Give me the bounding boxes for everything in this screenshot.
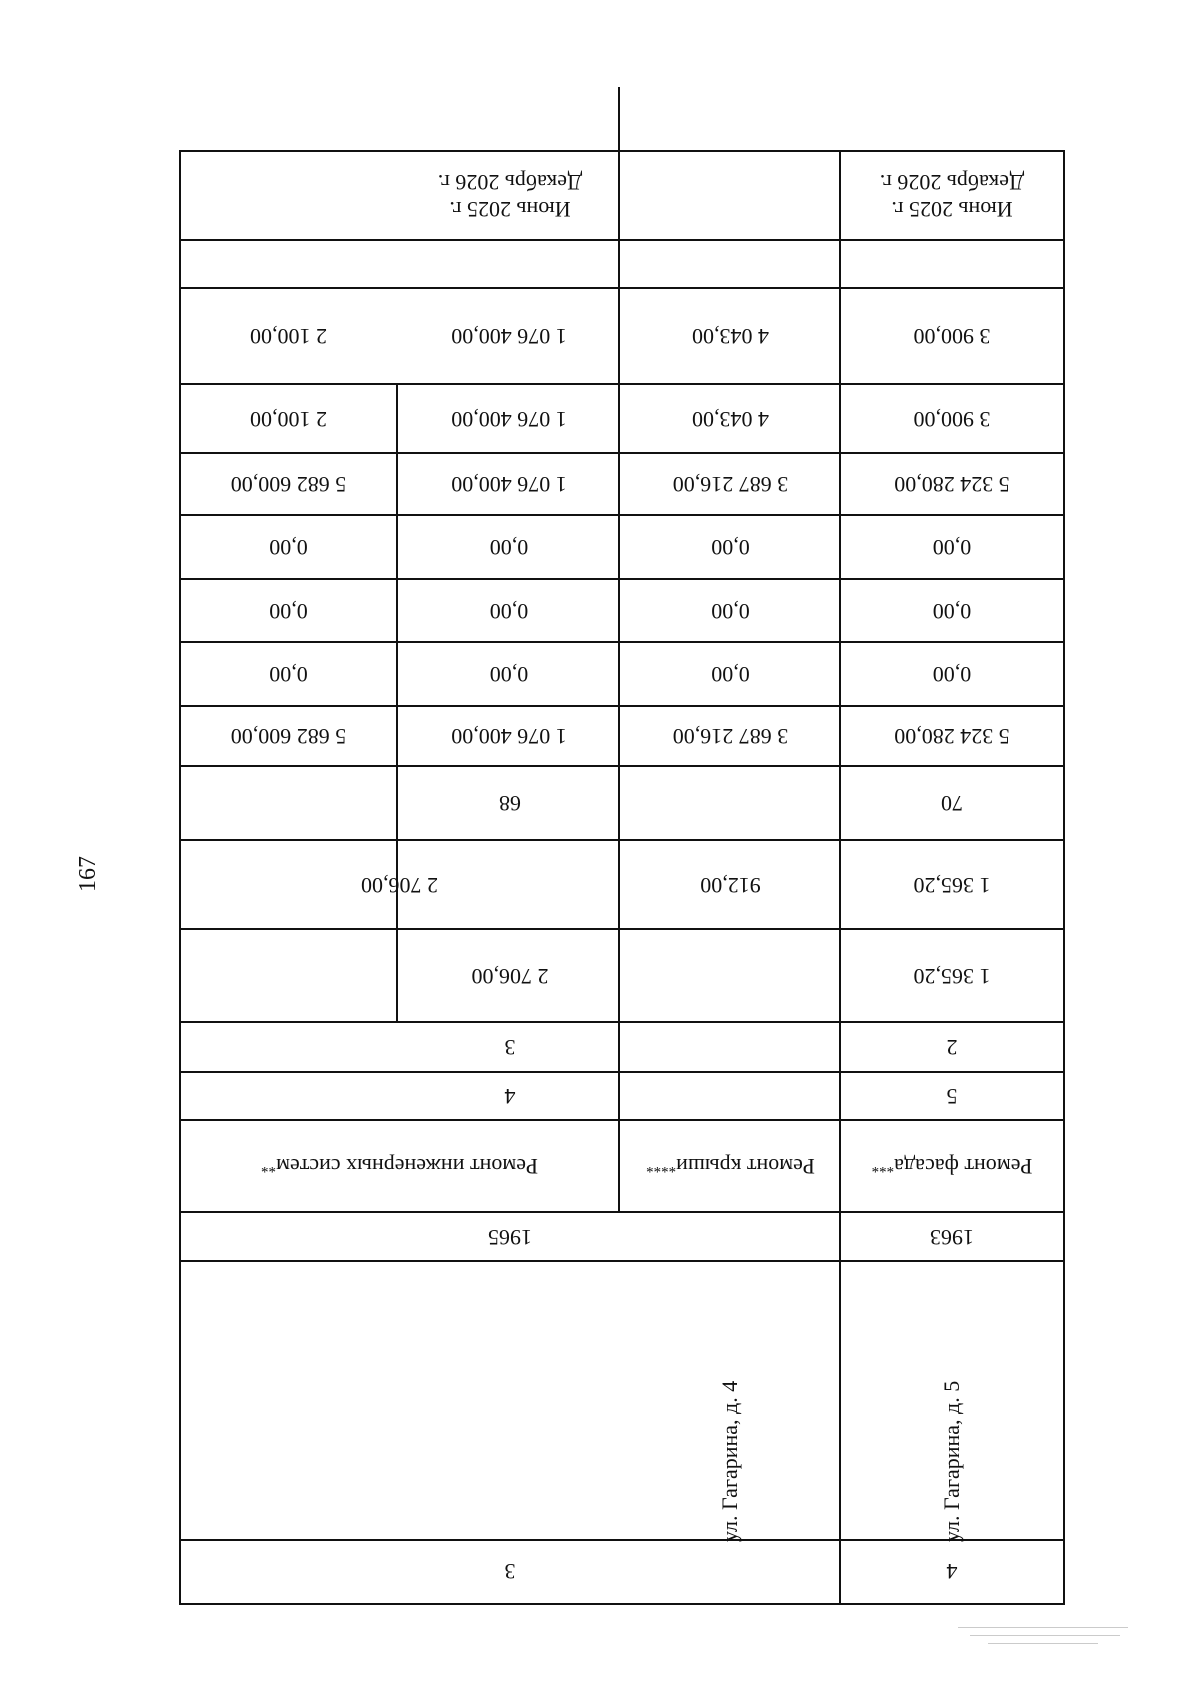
zero-value: 0,00 bbox=[269, 662, 308, 688]
zero-value: 0,00 bbox=[932, 535, 972, 561]
period-end: Декабрь 2026 г. bbox=[437, 170, 583, 196]
work-type bbox=[620, 1121, 841, 1213]
unit-cost: 1 076 400,00 bbox=[451, 407, 567, 432]
unit-cost-limit: 3 900,00 bbox=[913, 324, 991, 350]
unit-cost: 2 100,00 bbox=[250, 407, 327, 432]
column-2-value: 2 bbox=[946, 1035, 958, 1061]
column-2-value: 3 bbox=[504, 1035, 516, 1061]
address: ул. Гагарина, д. 4 bbox=[717, 1380, 742, 1542]
cost-total-2: 5 682 600,00 bbox=[230, 472, 347, 498]
cost-total: 5 682 600,00 bbox=[230, 724, 347, 750]
zero-value: 0,00 bbox=[489, 599, 529, 624]
cost-total-2: 3 687 216,00 bbox=[672, 472, 789, 498]
footnote-mark: ** bbox=[261, 1159, 277, 1176]
period-start: Июнь 2025 г. bbox=[449, 197, 571, 223]
construction-year: 1963 bbox=[930, 1225, 974, 1250]
address: ул. Гагарина, д. 5 bbox=[939, 1380, 964, 1542]
area-by-work: 912,00 bbox=[700, 873, 761, 898]
period bbox=[179, 152, 841, 241]
area: 1 365,20 bbox=[913, 964, 991, 989]
work-type-label: Ремонт фасада bbox=[894, 1154, 1033, 1180]
zero-value: 0,00 bbox=[269, 535, 308, 561]
zero-value: 0,00 bbox=[269, 599, 308, 624]
zero-value: 0,00 bbox=[489, 535, 529, 561]
number: 70 bbox=[941, 791, 963, 817]
cost-total-2: 1 076 400,00 bbox=[451, 472, 567, 498]
unit-cost: 3 900,00 bbox=[913, 407, 991, 432]
row-index: 4 bbox=[946, 1559, 958, 1585]
work-type bbox=[179, 1121, 620, 1213]
unit-cost: 4 043,00 bbox=[692, 407, 769, 432]
area-by-work: 2 706,00 bbox=[361, 873, 438, 898]
construction-year: 1965 bbox=[488, 1225, 532, 1250]
footnote-mark: **** bbox=[646, 1159, 677, 1176]
cost-total: 1 076 400,00 bbox=[451, 724, 567, 750]
zero-value: 0,00 bbox=[932, 662, 972, 688]
cost-total: 3 687 216,00 bbox=[672, 724, 789, 750]
column-5-value: 4 bbox=[504, 1084, 516, 1110]
unit-cost-limit: 2 100,00 bbox=[250, 324, 327, 350]
area: 2 706,00 bbox=[471, 964, 549, 989]
zero-value: 0,00 bbox=[489, 662, 529, 688]
area-by-work: 1 365,20 bbox=[913, 873, 991, 898]
period-start: Июнь 2025 г. bbox=[891, 197, 1013, 223]
unit-cost-limit: 1 076 400,00 bbox=[451, 324, 567, 350]
unit-cost-limit: 4 043,00 bbox=[692, 324, 769, 350]
column-5-value: 5 bbox=[946, 1084, 958, 1110]
footnote-mark: *** bbox=[871, 1159, 895, 1176]
zero-value: 0,00 bbox=[932, 599, 972, 624]
zero-value: 0,00 bbox=[711, 662, 750, 688]
faint-stamp-mark bbox=[958, 1625, 1138, 1649]
repair-schedule-table bbox=[179, 150, 1065, 1605]
zero-value: 0,00 bbox=[711, 535, 750, 561]
cost-total-2: 5 324 280,00 bbox=[894, 472, 1010, 498]
period-end: Декабрь 2026 г. bbox=[879, 170, 1025, 196]
row-index: 3 bbox=[504, 1559, 516, 1585]
zero-value: 0,00 bbox=[711, 599, 750, 624]
cost-total: 5 324 280,00 bbox=[894, 724, 1010, 750]
work-type-label: Ремонт крыши bbox=[676, 1154, 815, 1180]
page-number: 167 bbox=[75, 856, 101, 892]
work-type bbox=[841, 1121, 1063, 1213]
period bbox=[841, 152, 1063, 241]
number: 68 bbox=[499, 791, 521, 817]
work-type-label: Ремонт инженерных систем bbox=[276, 1154, 538, 1180]
